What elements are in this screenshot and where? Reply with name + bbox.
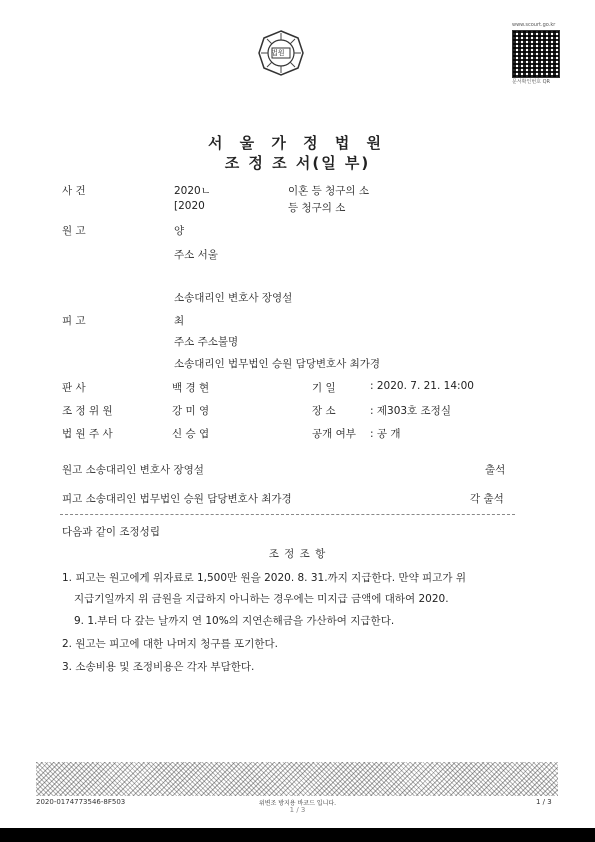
clerk-name: 신 승 엽 <box>172 428 210 440</box>
barcode-note: 위변조 방지용 바코드 입니다. <box>258 800 337 807</box>
defendant-name: 최 <box>174 315 185 327</box>
case-title-1: 이혼 등 청구의 소 <box>288 185 370 197</box>
defendant-counsel: 소송대리인 법무법인 승원 담당변호사 최가경 <box>174 358 381 370</box>
qr-caption: 문서확인번호 QR <box>512 79 550 85</box>
clerk-label: 법 원 주 사 <box>62 428 113 440</box>
document-number: 2020-0174773546-8F503 <box>36 798 126 806</box>
public-value: : 공 개 <box>370 428 401 440</box>
clause-1-line-2: 지급기일까지 위 금원을 지급하지 아니하는 경우에는 미지급 금액에 대하여 2020. <box>74 593 449 605</box>
case-title-2: 등 청구의 소 <box>288 202 346 214</box>
court-name: 서 울 가 정 법 원 <box>207 134 388 152</box>
clause-1-line-3: 9. 1.부터 다 갚는 날까지 연 10%의 지연손해금을 가산하여 지급한다. <box>74 615 395 627</box>
anti-forgery-barcode <box>36 762 558 796</box>
center-page-number: 1 / 3 <box>289 806 306 814</box>
case-number-1: 2020ㄴ <box>174 185 211 197</box>
qr-url: www.scourt.go.kr <box>512 22 556 28</box>
case-label: 사 건 <box>62 185 86 197</box>
mediator-label: 조 정 위 원 <box>62 405 113 417</box>
section-title: 조 정 조 항 <box>268 548 327 560</box>
place-value: : 제303호 조정실 <box>370 405 451 417</box>
divider <box>60 514 515 515</box>
settlement-intro: 다음과 같이 조정성립 <box>62 526 160 538</box>
judge-label: 판 사 <box>62 382 86 394</box>
clause-1-line-1: 1. 피고는 원고에게 위자료로 1,500만 원을 2020. 8. 31.까지 지급한다. 만약 피고가 위 <box>62 572 466 584</box>
page-number: 1 / 3 <box>536 798 552 806</box>
attendance-plaintiff: 원고 소송대리인 변호사 장영설 <box>62 464 204 476</box>
attendance-plaintiff-status: 출석 <box>485 464 506 476</box>
public-label: 공개 여부 <box>312 428 356 440</box>
date-value: : 2020. 7. 21. 14:00 <box>370 380 474 392</box>
scan-edge <box>0 828 595 842</box>
defendant-address: 주소 주소불명 <box>174 336 239 348</box>
qr-code-icon <box>512 30 560 78</box>
plaintiff-label: 원 고 <box>62 225 86 237</box>
place-label: 장 소 <box>312 405 336 417</box>
plaintiff-name: 양 <box>174 225 185 237</box>
defendant-label: 피 고 <box>62 315 86 327</box>
attendance-defendant-status: 각 출석 <box>470 493 504 505</box>
plaintiff-address: 주소 서울 <box>174 249 218 261</box>
judge-name: 백 경 현 <box>172 382 210 394</box>
attendance-defendant: 피고 소송대리인 법무법인 승원 담당변호사 최가경 <box>62 493 292 505</box>
emblem-text: 법원 <box>271 49 285 57</box>
clause-2: 2. 원고는 피고에 대한 나머지 청구를 포기한다. <box>62 638 278 650</box>
case-number-2: [2020 <box>174 200 205 212</box>
clause-3: 3. 소송비용 및 조정비용은 각자 부담한다. <box>62 661 255 673</box>
mediator-name: 강 미 영 <box>172 405 210 417</box>
document-title: 조 정 조 서(일 부) <box>224 154 371 172</box>
plaintiff-counsel: 소송대리인 변호사 장영설 <box>174 292 293 304</box>
date-label: 기 일 <box>312 382 336 394</box>
